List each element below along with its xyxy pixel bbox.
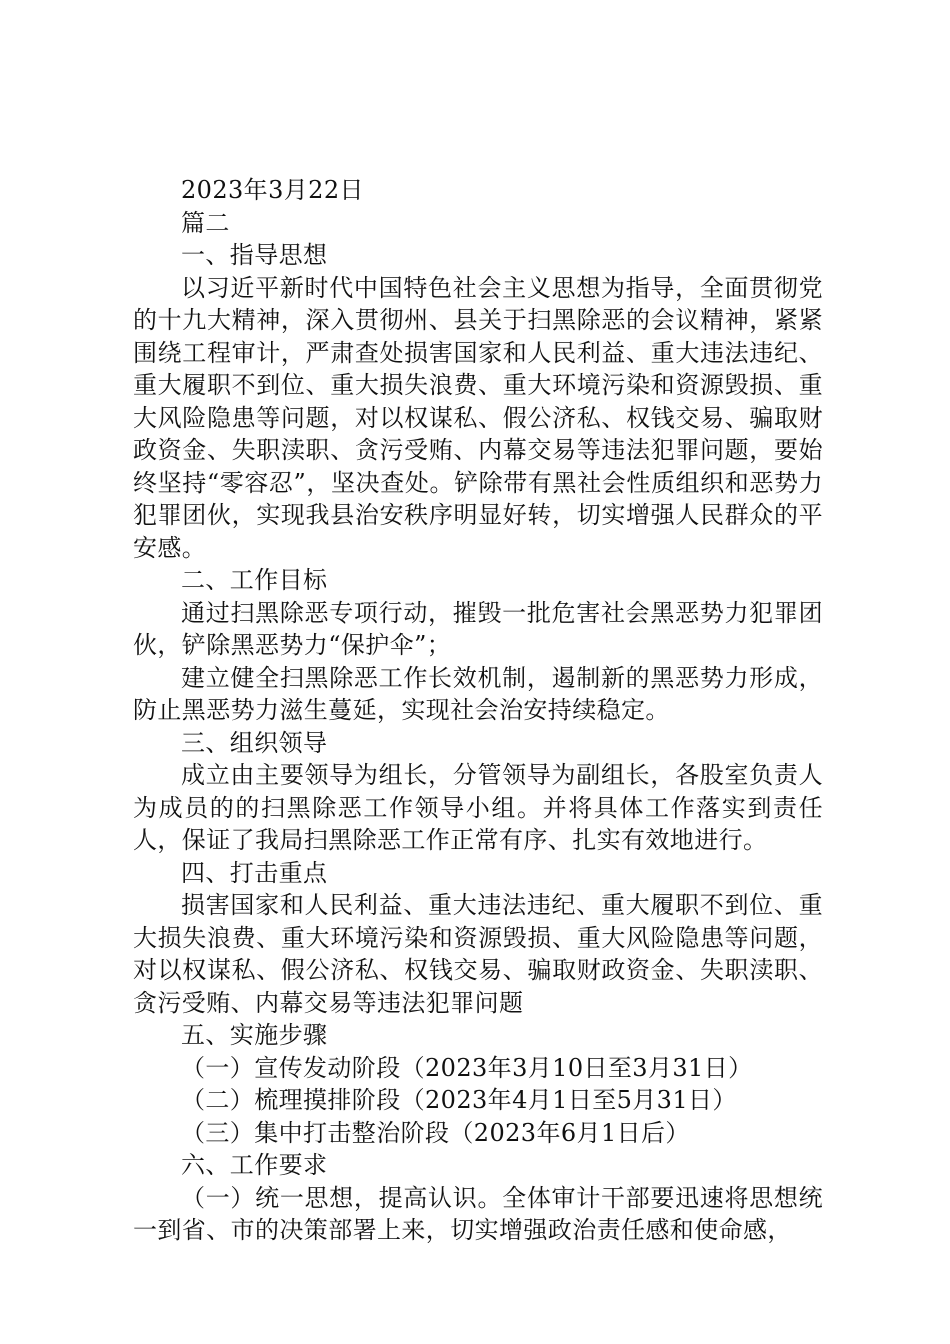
heading-work-goals: 二、工作目标 — [181, 566, 328, 594]
heading-organization: 三、组织领导 — [181, 728, 328, 757]
paragraph-guiding-thought: 以习近平新时代中国特色社会主义思想为指导，全面贯彻党的十九大精神，深入贯彻州、县关于扫黑除恶的会议精神，紧紧围绕工程审计，严肃查处损害国家和人民利益、重大违法违纪、重大履职不到位、重大损失浪费、重大环境污染和资源毁损、重大风险隐患等问题，对以权谋私、假公济私、权钱交易、骗取财政资金、失职渎职、贪污受贿、内幕交易等违法犯罪问题，要始终坚持“零容忍”，坚决查处。铲除带有黑社会性质组织和恶势力犯罪团伙，实现我县治安秩序明显好转，切实增强人民群众的平安感。 — [133, 273, 823, 562]
document-body — [133, 174, 823, 1247]
paragraph-work-requirements-1: （一）统一思想，提高认识。全体审计干部要迅速将思想统一到省、市的决策部署上来，切实增强政治责任感和使命感， — [133, 1183, 823, 1244]
heading-work-requirements: 六、工作要求 — [181, 1151, 328, 1179]
paragraph-work-goals-2: 建立健全扫黑除恶工作长效机制，遏制新的黑恶势力形成，防止黑恶势力滋生蔓延，实现社会治安持续稳定。 — [133, 663, 823, 724]
section-label: 篇二 — [181, 208, 230, 237]
heading-key-targets: 四、打击重点 — [181, 858, 328, 887]
paragraph-organization: 成立由主要领导为组长，分管领导为副组长，各股室负责人为成员的的扫黑除恶工作领导小组。并将具体工作落实到责任人，保证了我局扫黑除恶工作正常有序、扎实有效地进行。 — [133, 761, 823, 854]
step-item-3: （三）集中打击整治阶段（2023年6月1日后） — [181, 1118, 690, 1147]
step-item-2: （二）梳理摸排阶段（2023年4月1日至5月31日） — [181, 1086, 737, 1114]
paragraph-work-goals-1: 通过扫黑除恶专项行动，摧毁一批危害社会黑恶势力犯罪团伙，铲除黑恶势力“保护伞”； — [133, 598, 823, 659]
paragraph-key-targets: 损害国家和人民利益、重大违法违纪、重大履职不到位、重大损失浪费、重大环境污染和资源毁损、重大风险隐患等问题，对以权谋私、假公济私、权钱交易、骗取财政资金、失职渎职、贪污受贿、内幕交易等违法犯罪问题 — [133, 891, 823, 1017]
heading-guiding-thought: 一、指导思想 — [181, 241, 328, 269]
document-date: 2023年3月22日 — [181, 176, 364, 204]
step-item-1: （一）宣传发动阶段（2023年3月10日至3月31日） — [181, 1053, 753, 1082]
heading-implementation-steps: 五、实施步骤 — [181, 1021, 328, 1049]
